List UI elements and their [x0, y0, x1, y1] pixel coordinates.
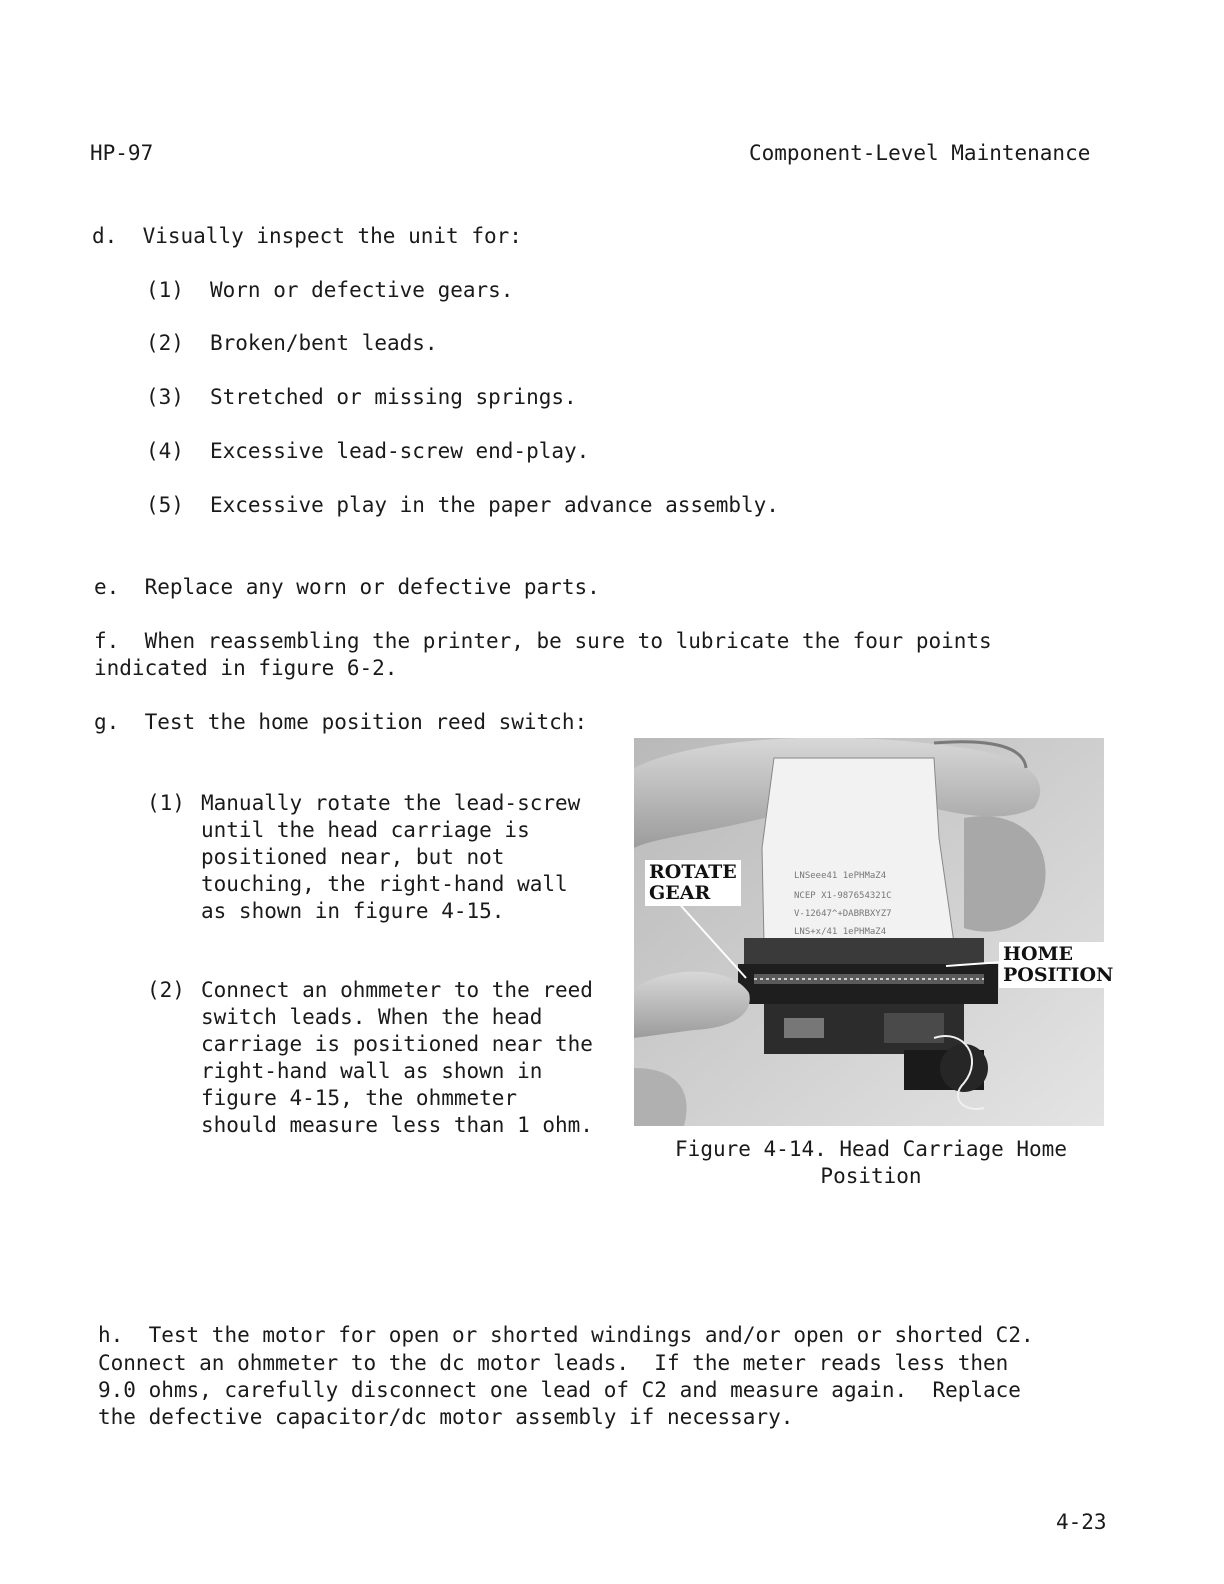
callout-rotate-gear: ROTATE GEAR — [645, 860, 741, 906]
figure-photo — [634, 738, 1104, 1126]
item-text: Connect an ohmmeter to the reed switch leads. When the head carriage is positioned near the right-hand wall as shown in figure 4-15, the ohmmeter should measure less than 1 ohm. — [201, 978, 593, 1137]
header-right: Component-Level Maintenance — [749, 141, 1091, 165]
printout-line: NCEP X1-987654321C — [794, 891, 892, 901]
item-number: (2) — [147, 978, 185, 1002]
item-text: Stretched or missing springs. — [210, 385, 577, 409]
item-number: (4) — [146, 439, 184, 463]
item-number: (1) — [146, 278, 184, 302]
list-item — [146, 492, 779, 519]
step-d-label: d. — [92, 224, 118, 248]
step-f-line1: When reassembling the printer, be sure to lubricate the four points — [144, 629, 992, 653]
step-d — [92, 223, 522, 250]
page-number: 4-23 — [1056, 1510, 1107, 1534]
list-item — [146, 277, 513, 304]
caption-line1: Figure 4-14. Head Carriage Home — [675, 1137, 1067, 1161]
step-h-line: Connect an ohmmeter to the dc motor leads. If the meter reads less then — [98, 1351, 1009, 1375]
step-f-line2: indicated in figure 6-2. — [94, 656, 398, 680]
item-text: Broken/bent leads. — [210, 331, 438, 355]
list-item — [146, 384, 577, 411]
item-number: (3) — [146, 385, 184, 409]
step-h-line: the defective capacitor/dc motor assembly if necessary. — [98, 1405, 794, 1429]
step-h — [98, 1322, 1034, 1349]
printout-line: LNSeee41 1ePHMaZ4 — [794, 871, 887, 881]
step-g-label: g. — [94, 710, 120, 734]
step-e-text: Replace any worn or defective parts. — [144, 575, 600, 599]
list-item — [146, 330, 438, 357]
header-left: HP-97 — [90, 141, 154, 165]
item-text: Excessive lead-screw end-play. — [210, 439, 590, 463]
callout-home-position: HOME POSITION — [999, 942, 1117, 988]
step-g-text: Test the home position reed switch: — [144, 710, 588, 734]
step-e — [94, 574, 600, 601]
step-g — [94, 709, 587, 736]
item-text: Manually rotate the lead-screw until the head carriage is positioned near, but not touching, the right-hand wall as shown in figure 4-15. — [201, 791, 581, 923]
step-h-line: 9.0 ohms, carefully disconnect one lead of C2 and measure again. Replace — [98, 1378, 1021, 1402]
item-number: (2) — [146, 331, 184, 355]
item-text: Excessive play in the paper advance assembly. — [210, 493, 779, 517]
item-number: (1) — [147, 791, 185, 815]
step-h-line: Test the motor for open or shorted windings and/or open or shorted C2. — [148, 1323, 1034, 1347]
step-h-label: h. — [98, 1323, 124, 1347]
caption-line2: Position — [820, 1164, 922, 1188]
printer-mechanism-illustration — [634, 738, 1104, 1126]
item-number: (5) — [146, 493, 184, 517]
printout-line: LNS+x/41 1ePHMaZ4 — [794, 927, 887, 937]
item-text: Worn or defective gears. — [210, 278, 514, 302]
step-f-label: f. — [94, 629, 120, 653]
figure-caption — [636, 1136, 1106, 1190]
step-d-text: Visually inspect the unit for: — [142, 224, 522, 248]
step-e-label: e. — [94, 575, 120, 599]
list-item — [146, 438, 589, 465]
step-f — [94, 628, 992, 655]
printout-line: V-12647^+DABRBXYZ7 — [794, 909, 892, 919]
